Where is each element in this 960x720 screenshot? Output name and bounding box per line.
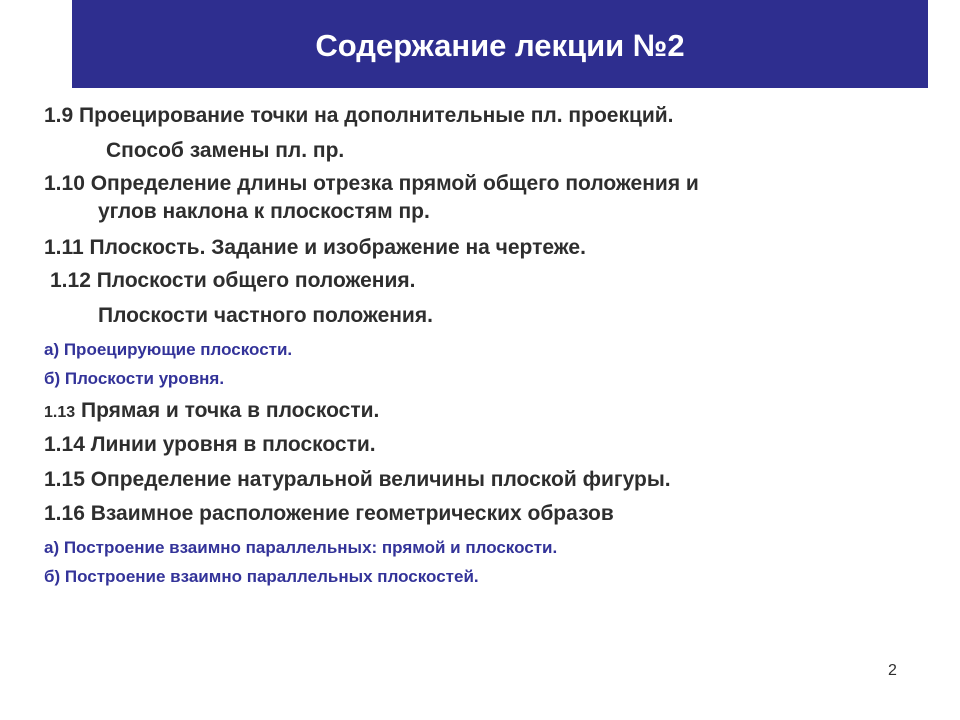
list-item: Способ замены пл. пр. (106, 139, 345, 162)
sub-item: а) Проецирующие плоскости. (44, 340, 293, 359)
list-item: 1.9 Проецирование точки на дополнительные пл. проекций. (44, 104, 674, 127)
list-item: 1.11 Плоскость. Задание и изображение на чертеже. (44, 236, 586, 259)
sub-item: а) Построение взаимно параллельных: прямой и плоскости. (44, 538, 558, 557)
list-item: 1.16 Взаимное расположение геометрических образов (44, 502, 614, 525)
sub-item: б) Построение взаимно параллельных плоскостей. (44, 567, 479, 586)
item-number: 1.13 (44, 404, 76, 421)
title-bar (72, 0, 928, 88)
list-item (44, 398, 379, 426)
page-number: 2 (888, 662, 897, 679)
list-item: 1.14 Линии уровня в плоскости. (44, 433, 376, 456)
sub-item: б) Плоскости уровня. (44, 369, 225, 388)
list-item: 1.12 Плоскости общего положения. (50, 269, 416, 292)
list-item: Плоскости частного положения. (98, 304, 433, 327)
list-item: 1.10 Определение длины отрезка прямой общего положения и (44, 172, 699, 195)
slide-title: Содержание лекции №2 (315, 28, 685, 63)
list-item: 1.15 Определение натуральной величины плоской фигуры. (44, 468, 671, 491)
item-text: Прямая и точка в плоскости. (80, 399, 380, 422)
list-item: углов наклона к плоскостям пр. (98, 200, 430, 223)
